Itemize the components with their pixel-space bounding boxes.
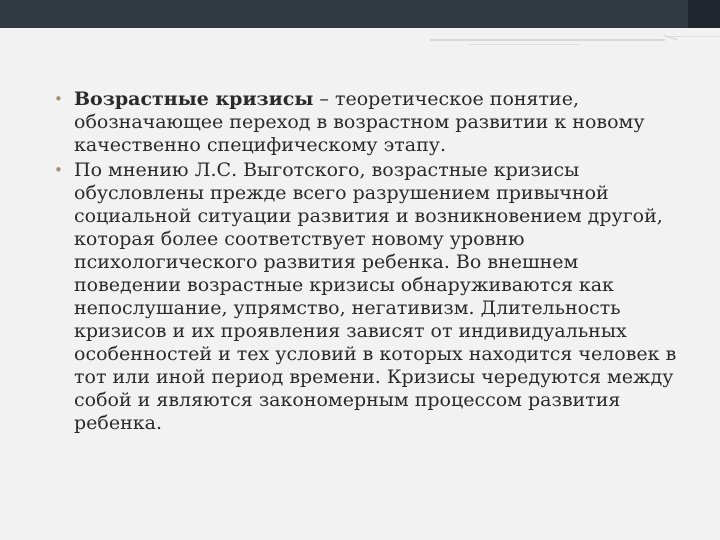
bullet-marker: • <box>54 161 63 179</box>
bullet-list <box>54 88 686 435</box>
bullet-description: – теоретическое понятие, обозначающее переход в возрастном развитии к новому качественно специфическому этапу. <box>74 88 645 156</box>
top-dark-band-corner <box>688 0 720 28</box>
bullet-item-definition <box>54 88 686 157</box>
bullet-text-definition <box>74 88 684 157</box>
bullet-marker: • <box>54 90 63 108</box>
bullet-term: Возрастные кризисы <box>74 88 314 110</box>
bullet-item-vygotsky <box>54 159 686 435</box>
header-divider-line <box>430 39 665 41</box>
header-divider-line-secondary <box>468 44 580 45</box>
bullet-text-vygotsky: По мнению Л.С. Выготского, возрастные кризисы обусловлены прежде всего разрушением привычной социальной ситуации развития и возникновением другой, которая более соответствует новому уровню психологического развития ребенка. Во внешнем поведении возрастные кризисы обнаруживаются как непослушание, упрямство, негативизм. Длительность кризисов и их проявления зависят от индивидуальных особенностей и тех условий в которых находится человек в тот или иной период времени. Кризисы чередуются между собой и являются закономерным процессом развития ребенка. <box>74 159 677 434</box>
slide-content <box>54 88 686 435</box>
top-dark-band <box>0 0 720 28</box>
header-divider-line-corner <box>666 36 720 37</box>
